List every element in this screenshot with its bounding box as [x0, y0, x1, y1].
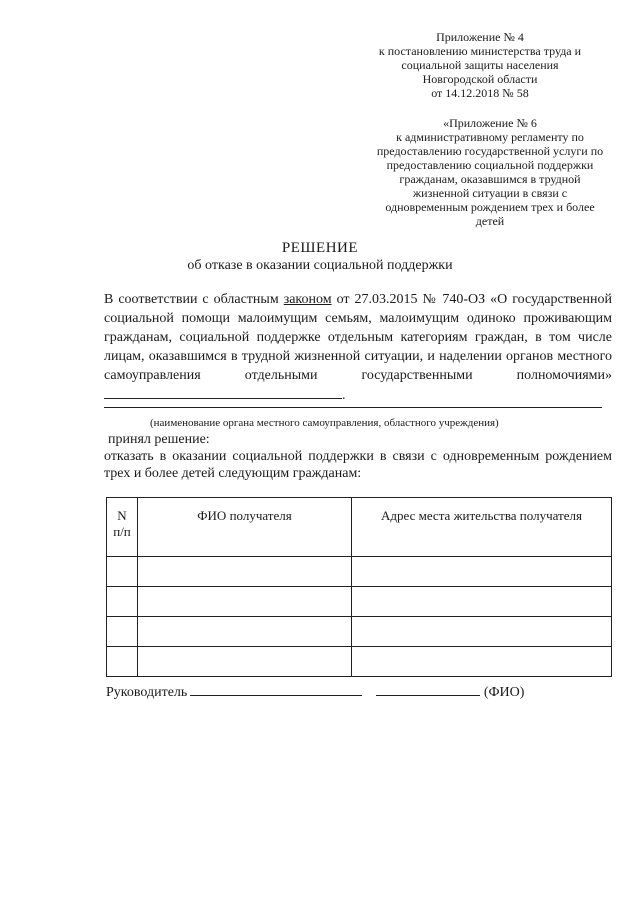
table-cell[interactable]: [107, 617, 138, 647]
annex-inner-line: жизненной ситуации в связи с: [412, 186, 568, 200]
table-cell[interactable]: [352, 647, 612, 677]
annex-inner-line: одновременным рождением трех и более: [385, 200, 595, 214]
table-cell[interactable]: [107, 647, 138, 677]
annex-header: [350, 30, 610, 100]
annex-line: Приложение № 4: [436, 30, 524, 44]
table-cell[interactable]: [107, 587, 138, 617]
body-end-mark: .: [342, 388, 346, 403]
table-cell[interactable]: [352, 587, 612, 617]
annex-inner-line: предоставлению государственной услуги по: [376, 144, 604, 158]
annex-line: от 14.12.2018 № 58: [431, 86, 529, 100]
table-cell[interactable]: [352, 617, 612, 647]
header-number-line: п/п: [113, 524, 131, 539]
header-number-line: N: [117, 508, 127, 523]
recipients-table: [106, 497, 612, 677]
document-title: РЕШЕНИЕ: [281, 240, 359, 256]
annex-inner-line: гражданам, оказавшимся в трудной: [399, 172, 581, 186]
table-row: [107, 647, 612, 677]
table-cell[interactable]: [138, 587, 352, 617]
table-row: [107, 587, 612, 617]
annex-inner-line: к административному регламенту по: [396, 130, 584, 144]
authority-caption: (наименование органа местного самоуправления, областного учреждения): [150, 417, 499, 429]
annex-line: социальной защиты населения: [401, 58, 559, 72]
authority-name-line[interactable]: [104, 407, 602, 408]
body-prefix: В соответствии с областным: [104, 292, 284, 307]
signature-block: [106, 683, 524, 701]
fio-line[interactable]: [376, 683, 480, 696]
table-row: [107, 557, 612, 587]
annex-line: к постановлению министерства труда и: [378, 44, 582, 58]
header-name: ФИО получателя: [138, 498, 352, 557]
body-paragraph: [104, 290, 612, 405]
table-cell[interactable]: [138, 557, 352, 587]
law-link[interactable]: законом: [283, 292, 332, 307]
signature-label: Руководитель: [106, 685, 188, 700]
table-cell[interactable]: [138, 617, 352, 647]
signature-line[interactable]: [190, 683, 362, 696]
header-address: Адрес места жительства получателя: [352, 498, 612, 557]
annex-line: Новгородской области: [422, 72, 538, 86]
header-number: [107, 498, 138, 557]
refusal-paragraph: отказать в оказании социальной поддержки в связи с одновременным рождением трех и более детей следующим гражданам:: [104, 449, 612, 481]
body-suffix: от 27.03.2015 № 740-ОЗ «О государственной социальной помощи малоимущим семьям, малоимущим одиноко проживающим гражданам, социальной поддержке отдельным категориям граждан, в том числе лицам, оказавшимся в трудной жизненной ситуации, и наделении органов местного самоуправления отдельными государственными полномочиями»: [104, 292, 612, 383]
table-cell[interactable]: [138, 647, 352, 677]
annex-inner-line: детей: [475, 214, 505, 228]
annex-inner-line: «Приложение № 6: [443, 116, 537, 130]
document-subtitle: об отказе в оказании социальной поддержки: [187, 258, 453, 273]
annex-inner-header: [340, 116, 640, 228]
authority-fill-line[interactable]: [104, 385, 342, 399]
annex-inner-line: предоставлению социальной поддержки: [386, 158, 594, 172]
table-cell[interactable]: [107, 557, 138, 587]
table-cell[interactable]: [352, 557, 612, 587]
decision-label: принял решение:: [108, 432, 210, 447]
table-header-row: [107, 498, 612, 557]
fio-label: (ФИО): [483, 685, 525, 700]
table-row: [107, 617, 612, 647]
